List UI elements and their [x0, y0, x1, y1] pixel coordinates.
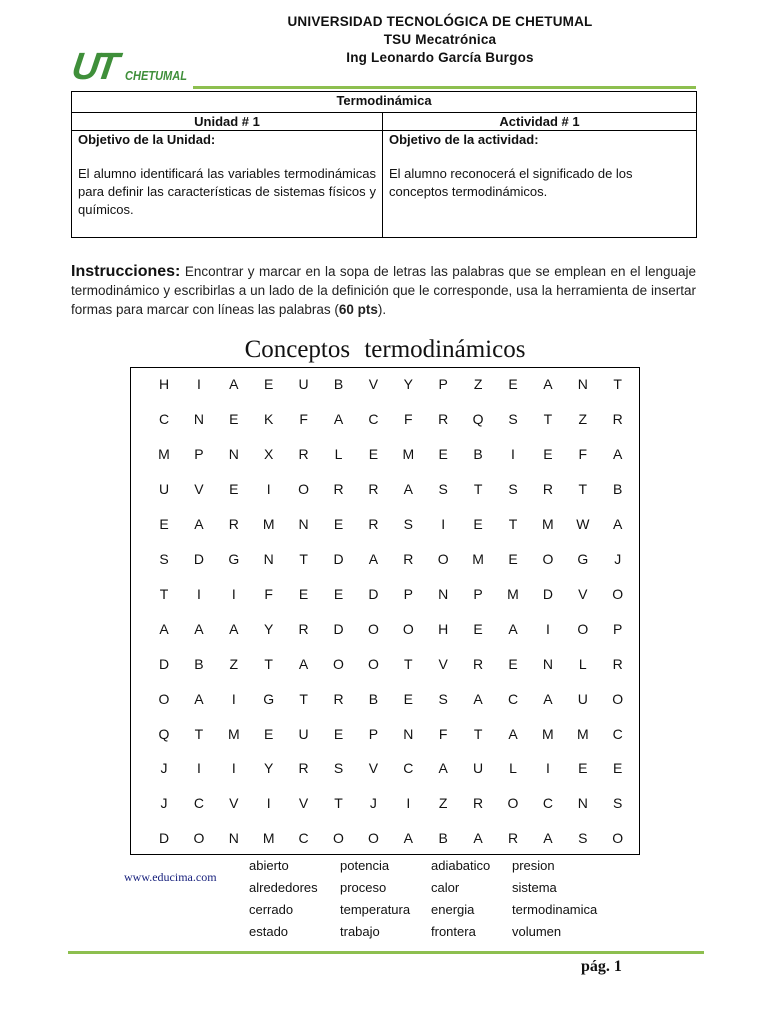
unit-objective-text: El alumno identificará las variables termodinámicas para definir las características de sistemas físicos y químicos.	[78, 166, 376, 217]
grid-letter[interactable]: T	[404, 655, 413, 672]
grid-letter[interactable]: E	[403, 690, 413, 707]
grid-letter[interactable]: N	[228, 445, 239, 462]
grid-letter[interactable]: U	[298, 725, 309, 742]
grid-letter[interactable]: E	[264, 376, 274, 392]
grid-letter[interactable]: B	[473, 445, 483, 462]
grid-letter[interactable]: V	[438, 655, 448, 672]
grid-letter[interactable]: Y	[403, 376, 413, 392]
instructions-points: 60 pts	[338, 302, 378, 317]
grid-letter[interactable]: I	[266, 480, 271, 497]
objectives-table	[71, 91, 697, 238]
grid-letter[interactable]: P	[403, 585, 413, 602]
source-link[interactable]: www.educima.com	[124, 870, 217, 884]
grid-letter[interactable]: E	[508, 655, 518, 672]
grid-letter[interactable]: G	[263, 690, 275, 707]
grid-letter[interactable]: I	[406, 795, 411, 812]
header-divider	[193, 86, 696, 89]
grid-letter[interactable]: C	[193, 795, 204, 812]
grid-letter[interactable]: M	[472, 550, 484, 567]
grid-letter[interactable]: R	[298, 620, 309, 637]
grid-letter[interactable]: D	[542, 585, 553, 602]
word-list-item: estado	[249, 924, 289, 939]
grid-letter[interactable]: A	[403, 830, 413, 847]
grid-letter[interactable]: O	[612, 690, 624, 707]
grid-letter[interactable]: A	[543, 690, 553, 707]
grid-letter[interactable]: A	[508, 620, 518, 637]
activity-objective-cell	[383, 131, 697, 238]
activity-heading: Actividad # 1	[383, 113, 697, 131]
grid-letter[interactable]: E	[438, 445, 448, 462]
grid-letter[interactable]: H	[158, 376, 170, 392]
grid-letter[interactable]: F	[578, 445, 588, 462]
word-list-item: termodinamica	[512, 902, 598, 917]
instructions-label: Instrucciones:	[71, 263, 181, 280]
grid-letter[interactable]: A	[194, 690, 204, 707]
grid-letter[interactable]: R	[403, 550, 414, 567]
word-list-item: frontera	[431, 924, 476, 939]
grid-letter[interactable]: W	[576, 515, 590, 532]
grid-letter[interactable]: T	[194, 725, 204, 742]
grid-letter[interactable]: E	[508, 376, 518, 392]
logo-chetumal-text: CHETUMAL	[125, 68, 187, 83]
grid-letter[interactable]: E	[229, 410, 239, 427]
grid-letter[interactable]: S	[438, 690, 448, 707]
grid-letter[interactable]: T	[299, 550, 308, 567]
grid-letter[interactable]: E	[473, 620, 483, 637]
subject-title: Termodinámica	[72, 92, 697, 113]
grid-letter[interactable]: D	[158, 830, 170, 847]
grid-letter[interactable]: R	[298, 445, 309, 462]
grid-letter[interactable]: M	[542, 725, 554, 742]
grid-letter[interactable]: R	[438, 410, 449, 427]
grid-letter[interactable]: F	[264, 585, 273, 602]
puzzle-title: Conceptos termodinámicos	[244, 336, 526, 363]
grid-letter[interactable]: M	[402, 445, 415, 462]
grid-letter[interactable]: N	[263, 550, 274, 567]
grid-letter[interactable]: O	[193, 830, 205, 847]
grid-letter[interactable]: T	[613, 376, 622, 392]
grid-letter[interactable]: J	[614, 550, 622, 567]
grid-letter[interactable]: A	[229, 376, 239, 392]
grid-letter[interactable]: X	[264, 445, 274, 462]
grid-letter[interactable]: D	[333, 620, 344, 637]
instructions-text: Encontrar y marcar en la sopa de letras las palabras que se emplean en el lenguaje termodinámico y escribirlas a un lado de la definición que le corresponde, usa la herramienta de insertar formas para marcar con líneas las palabras (	[71, 264, 696, 317]
grid-letter[interactable]: A	[508, 725, 518, 742]
grid-letter[interactable]: V	[368, 376, 379, 392]
grid-letter[interactable]: O	[333, 655, 344, 672]
grid-letter[interactable]: J	[369, 795, 377, 812]
grid-letter[interactable]: C	[507, 690, 519, 707]
grid-letter[interactable]: S	[508, 480, 518, 497]
grid-letter[interactable]: I	[511, 445, 515, 462]
word-list-item: trabajo	[340, 924, 380, 939]
grid-letter[interactable]: A	[229, 620, 239, 637]
grid-letter[interactable]: L	[509, 760, 517, 777]
grid-letter[interactable]: R	[542, 480, 553, 497]
grid-letter[interactable]: A	[194, 620, 204, 637]
grid-letter[interactable]: S	[508, 410, 518, 427]
grid-letter[interactable]: V	[298, 795, 309, 812]
grid-letter[interactable]: I	[196, 760, 201, 777]
grid-letter[interactable]: V	[578, 585, 588, 602]
grid-letter[interactable]: E	[473, 515, 483, 532]
grid-letter[interactable]: M	[576, 725, 589, 742]
grid-letter[interactable]: P	[613, 620, 623, 637]
grid-letter[interactable]: B	[194, 655, 204, 672]
instructions-end: ).	[377, 302, 387, 317]
grid-letter[interactable]: A	[543, 830, 553, 847]
grid-letter[interactable]: A	[194, 515, 204, 532]
activity-objective-text: El alumno reconocerá el significado de los conceptos termodinámicos.	[389, 166, 633, 199]
word-search-grid	[130, 367, 640, 855]
grid-letter[interactable]: K	[264, 410, 274, 427]
grid-letter[interactable]: I	[545, 620, 550, 637]
grid-letter[interactable]: Z	[229, 655, 239, 672]
grid-letter[interactable]: S	[613, 795, 623, 812]
grid-letter[interactable]: L	[334, 445, 343, 462]
word-list-item: temperatura	[340, 902, 411, 917]
grid-letter[interactable]: N	[298, 515, 309, 532]
page-number: pág. 1	[581, 958, 622, 975]
instructor-name: Ing Leonardo García Burgos	[346, 50, 534, 65]
grid-letter[interactable]: S	[578, 830, 588, 847]
grid-letter[interactable]: S	[403, 515, 413, 532]
grid-letter[interactable]: Q	[472, 410, 484, 427]
grid-letter[interactable]: P	[194, 445, 204, 462]
grid-letter[interactable]: N	[438, 585, 449, 602]
grid-letter[interactable]: R	[612, 655, 623, 672]
grid-letter[interactable]: C	[298, 830, 309, 847]
grid-letter[interactable]: I	[231, 585, 236, 602]
word-list-item: energia	[431, 902, 475, 917]
grid-letter[interactable]: O	[367, 830, 379, 847]
grid-letter[interactable]: N	[193, 410, 204, 427]
grid-letter[interactable]: A	[403, 480, 413, 497]
grid-letter[interactable]: V	[368, 760, 379, 777]
grid-letter[interactable]: R	[333, 480, 344, 497]
grid-letter[interactable]: I	[196, 585, 201, 602]
grid-letter[interactable]: C	[612, 725, 623, 742]
grid-letter[interactable]: R	[612, 410, 623, 427]
grid-letter[interactable]: F	[404, 410, 413, 427]
grid-letter[interactable]: V	[229, 795, 239, 812]
grid-letter[interactable]: Z	[578, 410, 588, 427]
grid-letter[interactable]: A	[473, 830, 483, 847]
grid-letter[interactable]: B	[438, 830, 448, 847]
grid-letter[interactable]: A	[298, 655, 309, 672]
grid-letter[interactable]: E	[333, 585, 344, 602]
grid-letter[interactable]: F	[438, 725, 448, 742]
grid-letter[interactable]: I	[231, 690, 236, 707]
grid-letter[interactable]: T	[264, 655, 273, 672]
grid-letter[interactable]: L	[578, 655, 587, 672]
grid-letter[interactable]: A	[613, 515, 623, 532]
grid-letter[interactable]: E	[229, 480, 239, 497]
grid-letter[interactable]: E	[333, 725, 344, 742]
grid-letter[interactable]: E	[368, 445, 379, 462]
grid-letter[interactable]: E	[613, 760, 623, 777]
grid-letter[interactable]: F	[299, 410, 308, 427]
unit-heading: Unidad # 1	[72, 113, 383, 131]
grid-letter[interactable]: P	[438, 376, 448, 392]
grid-letter[interactable]: R	[368, 480, 379, 497]
grid-letter[interactable]: M	[158, 445, 170, 462]
grid-letter[interactable]: I	[266, 795, 271, 812]
grid-letter[interactable]: S	[438, 480, 448, 497]
grid-letter[interactable]: Q	[158, 725, 170, 742]
grid-letter[interactable]: M	[262, 515, 275, 532]
grid-letter[interactable]: U	[298, 376, 309, 392]
grid-letter[interactable]: V	[194, 480, 204, 497]
grid-letter[interactable]: T	[159, 585, 169, 602]
grid-letter[interactable]: A	[368, 550, 379, 567]
grid-letter[interactable]: T	[543, 410, 553, 427]
grid-letter[interactable]: U	[158, 480, 170, 497]
word-list-item: sistema	[512, 880, 557, 895]
grid-letter[interactable]: C	[403, 760, 414, 777]
grid-letter[interactable]: Y	[264, 620, 274, 637]
grid-letter[interactable]: E	[543, 445, 553, 462]
grid-letter[interactable]: O	[612, 585, 624, 602]
grid-letter[interactable]: M	[507, 585, 519, 602]
grid-letter[interactable]: O	[298, 480, 310, 497]
grid-letter[interactable]: U	[577, 690, 588, 707]
grid-letter[interactable]: B	[368, 690, 379, 707]
grid-letter[interactable]: O	[402, 620, 414, 637]
grid-letter[interactable]: S	[333, 760, 344, 777]
grid-letter[interactable]: P	[473, 585, 483, 602]
university-name: UNIVERSIDAD TECNOLÓGICA DE CHETUMAL	[287, 14, 593, 29]
grid-letter[interactable]: T	[578, 480, 588, 497]
grid-letter[interactable]: I	[196, 376, 201, 392]
grid-letter[interactable]: O	[577, 620, 589, 637]
grid-letter[interactable]: C	[542, 795, 553, 812]
unit-objective-cell	[72, 131, 383, 238]
grid-letter[interactable]: E	[578, 760, 588, 777]
grid-letter[interactable]: C	[158, 410, 170, 427]
word-list-item: potencia	[340, 858, 390, 873]
grid-letter[interactable]: M	[542, 515, 554, 532]
grid-letter[interactable]: I	[231, 760, 236, 777]
grid-letter[interactable]: J	[160, 795, 168, 812]
grid-letter[interactable]: N	[228, 830, 239, 847]
grid-letter[interactable]: Z	[438, 795, 448, 812]
grid-letter[interactable]: G	[577, 550, 589, 567]
grid-letter[interactable]: A	[159, 620, 169, 637]
word-list-item: abierto	[249, 858, 289, 873]
grid-letter[interactable]: O	[612, 830, 624, 847]
grid-letter[interactable]: O	[333, 830, 344, 847]
grid-letter[interactable]: A	[613, 445, 623, 462]
word-list-item: presion	[512, 858, 555, 873]
grid-letter[interactable]: D	[158, 655, 170, 672]
grid-letter[interactable]: M	[227, 725, 240, 742]
grid-letter[interactable]: B	[333, 376, 344, 392]
grid-letter[interactable]: R	[368, 515, 379, 532]
grid-letter[interactable]: O	[367, 620, 379, 637]
grid-letter[interactable]: C	[368, 410, 379, 427]
grid-letter[interactable]: T	[473, 480, 483, 497]
grid-letter[interactable]: T	[473, 725, 483, 742]
grid-letter[interactable]: R	[507, 830, 519, 847]
footer-divider	[68, 951, 704, 954]
grid-letter[interactable]: J	[160, 760, 168, 777]
word-list-item: volumen	[512, 924, 562, 939]
grid-letter[interactable]: P	[368, 725, 379, 742]
grid-letter[interactable]: D	[368, 585, 379, 602]
grid-letter[interactable]: I	[545, 760, 550, 777]
word-list-item: alrededores	[249, 880, 318, 895]
unit-objective-label: Objetivo de la Unidad:	[78, 132, 216, 147]
grid-letter[interactable]: O	[437, 550, 449, 567]
grid-letter[interactable]: M	[262, 830, 275, 847]
grid-letter[interactable]: E	[159, 515, 169, 532]
word-list-item: cerrado	[249, 902, 294, 917]
grid-letter[interactable]: O	[158, 690, 170, 707]
grid-letter[interactable]: D	[193, 550, 204, 567]
grid-letter[interactable]: Y	[264, 760, 274, 777]
grid-letter[interactable]: H	[438, 620, 449, 637]
grid-letter[interactable]: N	[542, 655, 553, 672]
grid-letter[interactable]: O	[542, 550, 554, 567]
word-list-item: proceso	[340, 880, 387, 895]
ut-chetumal-logo	[70, 46, 190, 88]
grid-letter[interactable]: N	[403, 725, 414, 742]
grid-letter[interactable]: O	[507, 795, 519, 812]
grid-letter[interactable]: E	[333, 515, 344, 532]
grid-letter[interactable]: S	[159, 550, 169, 567]
grid-letter[interactable]: R	[473, 655, 484, 672]
grid-letter[interactable]: U	[473, 760, 484, 777]
grid-letter[interactable]: E	[508, 550, 518, 567]
grid-letter[interactable]: R	[298, 760, 309, 777]
grid-letter[interactable]: R	[333, 690, 344, 707]
grid-letter[interactable]: Z	[473, 376, 483, 392]
word-list-item: calor	[431, 880, 460, 895]
grid-letter[interactable]: I	[441, 515, 446, 532]
grid-letter[interactable]: R	[473, 795, 484, 812]
grid-letter[interactable]: A	[543, 376, 553, 392]
word-list-item: adiabatico	[431, 858, 491, 873]
grid-letter[interactable]: T	[508, 515, 518, 532]
grid-letter[interactable]: A	[473, 690, 483, 707]
program-name: TSU Mecatrónica	[383, 32, 497, 47]
grid-letter[interactable]: O	[367, 655, 379, 672]
grid-letter[interactable]: E	[298, 585, 309, 602]
grid-letter[interactable]: T	[334, 795, 343, 812]
logo-ut-mark: UT	[69, 46, 118, 88]
grid-letter[interactable]: A	[438, 760, 448, 777]
grid-letter[interactable]: N	[577, 376, 588, 392]
grid-letter[interactable]: A	[333, 410, 344, 427]
grid-letter[interactable]: G	[228, 550, 240, 567]
grid-letter[interactable]: R	[228, 515, 239, 532]
grid-letter[interactable]: E	[264, 725, 274, 742]
grid-letter[interactable]: B	[613, 480, 623, 497]
instructions-paragraph	[71, 262, 696, 319]
activity-objective-label: Objetivo de la actividad:	[389, 132, 539, 147]
grid-letter[interactable]: N	[577, 795, 588, 812]
grid-letter[interactable]: D	[333, 550, 344, 567]
grid-letter[interactable]: T	[299, 690, 308, 707]
